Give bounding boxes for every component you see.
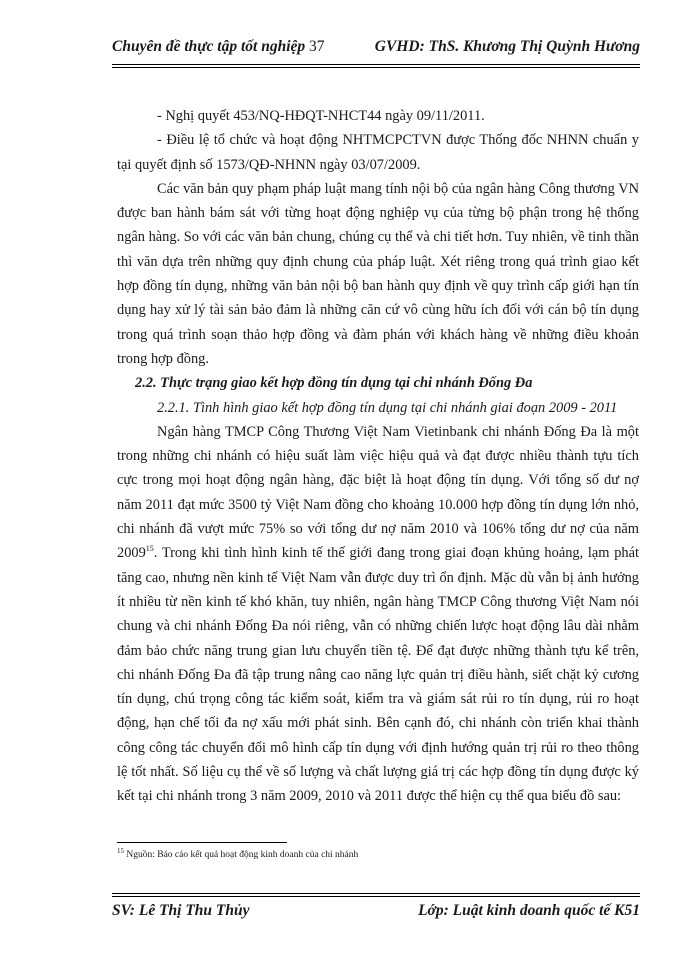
header-title: Chuyên đề thực tập tốt nghiệp [112,38,306,55]
header-rule-top [112,64,640,65]
footer-rule-top [112,893,640,894]
page-body [117,104,639,809]
page-number: 37 [309,38,325,55]
footnote-text: Nguồn: Báo cáo kết quả hoạt động kinh doanh của chi nhánh [126,850,359,860]
paragraph-charter: - Điều lệ tổ chức và hoạt động NHTMCPCTVN được Thống đốc NHNN chuẩn y tại quyết định số 1573/QĐ-NHNN ngày 03/07/2009. [117,132,639,173]
footnote-reference[interactable]: 15 [145,544,154,554]
paragraph-branch-overview [117,420,639,809]
footer-student: SV: Lê Thị Thu Thủy [112,902,250,919]
section-heading: 2.2. Thực trạng giao kết hợp đồng tín dụng tại chi nhánh Đống Đa [135,375,533,392]
footnote-separator [117,842,287,843]
subsection-heading: 2.2.1. Tình hình giao kết hợp đồng tín dụng tại chi nhánh giai đoạn 2009 - 2011 [157,399,618,416]
footnote-number: 15 [117,846,124,855]
page-header [112,38,640,60]
paragraph-part-1: Ngân hàng TMCP Công Thương Việt Nam Vietinbank chi nhánh Đống Đa là một trong những chi nhánh có hiệu suất làm việc hiệu quả và đạt được nhiều thành tựu tích cực trong mọi hoạt động ngân hàng, đặc biệt là hoạt động tín dụng. Với tổng số dư nợ năm 2011 đạt mức 3500 tỷ Việt Nam đồng cho khoảng 10.000 hợp đồng tín dụng lớn nhỏ, chi nhánh đã vượt mức 75% so với tổng dư nợ năm 2010 và 106% tổng dư nợ của năm 2009 [117,423,639,562]
header-rule-bottom [112,67,640,68]
paragraph-internal-documents: Các văn bản quy phạm pháp luật mang tính nội bộ của ngân hàng Công thương VN được ban hành bám sát với từng hoạt động nghiệp vụ của từng bộ phận trong hệ thống ngân hàng. So với các văn bản chung, chúng cụ thể và chi tiết hơn. Tuy nhiên, về tinh thần thì văn dựa trên những quy định chung của pháp luật. Xét riêng trong quá trình giao kết hợp đồng tín dụng, những văn bản nội bộ ban hành quy định về quy trình cấp giới hạn tín dụng hay xử lý tài sản bảo đảm là những căn cứ vô cùng hữu ích đối với cán bộ tín dụng trong quá trình soạn thảo hợp đồng và đàm phán với khách hàng về những điều khoản trong hợp đồng. [117,180,639,367]
paragraph-part-2: . Trong khi tình hình kinh tế thế giới đang trong giai đoạn khủng hoảng, lạm phát tăng cao, nhưng nền kinh tế Việt Nam vẫn được duy trì ổn định. Mặc dù vẫn bị ảnh hưởng ít nhiều từ nền kinh tế khó khăn, tuy nhiên, ngân hàng TMCP Công thương Việt Nam nói chung và chi nhánh Đống Đa nói riêng, vẫn có những chiến lược hoạt động lâu dài nhằm đảm bảo chức năng trung gian lưu chuyển tiền tệ. Để đạt được những thành tựu kể trên, chi nhánh Đống Đa đã tập trung nâng cao năng lực quản trị điều hành, siết chặt kỷ cương tín dụng, chú trọng công tác kiểm soát, kiểm tra và giám sát rủi ro tín dụng, rủi ro hoạt động, hạn chế tối đa nợ xấu mới phát sinh. Bên cạnh đó, chi nhánh còn triển khai thành công công tác chuyển đổi mô hình cấp tín dụng với định hướng quản trị rủi ro theo thông lệ tốt nhất. Số liệu cụ thể về số lượng và chất lượng giá trị các hợp đồng tín dụng được ký kết tại chi nhánh trong 3 năm 2009, 2010 và 2011 được thể hiện cụ thể qua biểu đồ sau: [117,545,639,805]
footer-rule-bottom [112,896,640,897]
header-advisor: GVHD: ThS. Khương Thị Quỳnh Hương [374,38,640,55]
paragraph-resolution: - Nghị quyết 453/NQ-HĐQT-NHCT44 ngày 09/11/2011. [157,108,485,124]
footnote [117,846,359,860]
page-footer [112,902,640,924]
footer-class: Lớp: Luật kinh doanh quốc tế K51 [418,902,640,919]
